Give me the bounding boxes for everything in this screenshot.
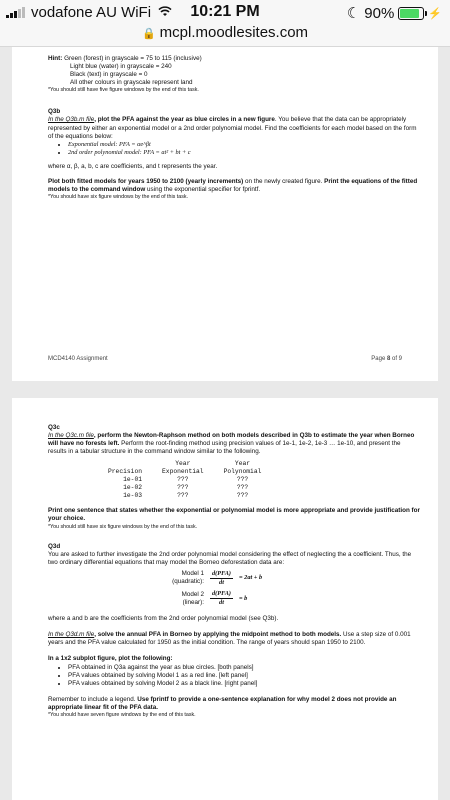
- list-item: • PFA values obtained by solving Model 2 as a black line. [right panel]: [68, 680, 420, 688]
- table-header-cell: Year: [234, 460, 251, 468]
- hint-line: All other colours in grayscale represent land: [70, 79, 193, 87]
- model-1-fraction: [210, 570, 233, 587]
- table-header-cell: Precision: [108, 468, 143, 476]
- q3d-intro: You are asked to further investigate the 2nd order polynomial model considering the effect of neglecting the a coefficient. Thus, the two ordinary differential equations that may model the Borneo deforestation data are:: [48, 550, 412, 566]
- q3d-paragraph: [48, 631, 420, 647]
- table-cell: ???: [177, 491, 189, 499]
- subplot-list: [48, 664, 420, 688]
- q3b-heading: Q3b: [48, 108, 61, 116]
- lock-icon: 🔒: [141, 28, 156, 40]
- q3b-file-link[interactable]: In the Q3b.m file: [48, 116, 95, 124]
- q3b-paragraph: [48, 116, 420, 140]
- q3b-text-3: using the exponential specifier for fprintf.: [145, 186, 261, 194]
- hint-label: Hint:: [48, 55, 63, 62]
- q3d-where: where a and b are the coefficients from the 2nd order polynomial model (see Q3b).: [48, 615, 279, 623]
- list-item: [68, 141, 420, 149]
- table-row: [98, 492, 271, 500]
- table-cell: ???: [177, 483, 189, 491]
- final-note: *You should have seven figure windows by the end of this task.: [48, 712, 196, 719]
- table-cell: 1e-02: [123, 483, 143, 491]
- q3b-text: . You believe that the data can be appropriately represented by either an exponential model or a 2nd order polynomial model. Find the coefficients for each model based on the form of the equations below:: [48, 116, 417, 140]
- model-2-numerator: d(PFA): [210, 590, 233, 599]
- q3d-text: Use a step size of 0.001 years and the PFA value calculated for 1950 as the initial condition. The range of years should span 1950 to 2100.: [48, 631, 411, 647]
- clock: 10:21 PM: [190, 3, 260, 20]
- model-1-sublabel: (quadratic):: [172, 578, 204, 586]
- battery-icon: [398, 7, 424, 20]
- table-row: [98, 476, 271, 484]
- list-item: • PFA obtained in Q3a against the year as blue circles. [both panels]: [68, 664, 420, 672]
- model-1-label-group: [158, 570, 204, 586]
- footer-right: [371, 356, 402, 362]
- q3c-heading: Q3c: [48, 424, 60, 431]
- footer-page-suffix: of 9: [390, 356, 402, 362]
- q3d-instruction: , solve the annual PFA in Borneo by applying the midpoint method to both models.: [94, 631, 342, 639]
- address-bar[interactable]: [0, 24, 450, 41]
- remember-text: Remember to include a legend.: [48, 695, 138, 703]
- table-cell: ???: [236, 491, 249, 499]
- q3c-print-instruction: Print one sentence that states whether the exponential or polynomial model is more appropriate and provide justification for your choice.: [48, 507, 420, 523]
- model-2-rhs: = b: [239, 594, 248, 602]
- q3b-plot-instruction: Plot both fitted models for years 1950 to 2100 (yearly increments): [48, 178, 244, 186]
- remember-paragraph: [48, 696, 420, 712]
- model-1-equation: [158, 570, 420, 587]
- list-item: • PFA values obtained by solving Model 1 as a red line. [left panel]: [68, 672, 420, 680]
- status-bar: [0, 0, 450, 47]
- q3c-text: Perform the root-finding method using precision values of 1e-1, 1e-2, 1e-3 … 1e-10, and present the results in a tabular structure in the command window similar to the following.: [48, 440, 401, 456]
- footer-page-number: 8: [386, 356, 391, 362]
- table-header-cell: [98, 460, 152, 468]
- table-cell: ???: [177, 475, 189, 483]
- q3b-instruction: , plot the PFA against the year as blue circles in a new figure: [94, 116, 275, 124]
- page1-content: [48, 55, 420, 201]
- exponential-model-equation: Exponential model: PFA = αe^βt: [68, 140, 151, 148]
- model-2-sublabel: (linear):: [182, 598, 204, 606]
- model-2-denominator: dt: [219, 599, 224, 607]
- footer-page-prefix: Page: [371, 356, 387, 362]
- model-1-rhs: = 2at + b: [239, 574, 263, 582]
- page2-content: [48, 424, 420, 719]
- q3b-paragraph-2: [48, 178, 420, 194]
- model-1-numerator: d(PFA): [210, 570, 233, 579]
- model-1-denominator: dt: [219, 578, 224, 586]
- remember-instruction: Use fprintf to provide a one-sentence explanation for why model 2 does not provide an appropriate linear fit of the PFA data.: [48, 695, 397, 711]
- carrier-name: vodafone AU WiFi: [31, 4, 152, 21]
- hint-block: [48, 55, 420, 63]
- subplot-heading: In a 1x2 subplot figure, plot the following:: [48, 655, 173, 663]
- page-footer: [48, 356, 402, 362]
- hint-note: *You should still have five figure windows by the end of this task.: [48, 87, 199, 94]
- model-2-label: Model 2: [181, 590, 204, 598]
- table-header-cell: Polynomial: [223, 468, 262, 476]
- hint-line: Light blue (water) in grayscale = 240: [70, 63, 172, 71]
- table-cell: ???: [236, 483, 249, 491]
- model-2-fraction: [210, 590, 233, 607]
- table-cell: ???: [236, 475, 249, 483]
- battery-group: [347, 4, 442, 22]
- document-page-8: [12, 47, 438, 381]
- q3b-print-instruction: Print the equations of the fitted models to the command window: [48, 178, 418, 194]
- table-cell: 1e-01: [123, 475, 143, 483]
- table-row: [98, 484, 271, 492]
- table-cell: 1e-03: [123, 491, 143, 499]
- polynomial-model-equation: 2nd order polynomial model: PFA = at² + bt + c: [68, 148, 191, 156]
- q3c-note: *You should still have six figure windows by the end of this task.: [48, 523, 198, 530]
- q3b-where: where α, β, a, b, c are coefficients, and t represents the year.: [48, 162, 218, 170]
- model-2-equation: [158, 590, 420, 607]
- table-header-cell: Exponential: [162, 468, 204, 476]
- model-2-label-group: [158, 591, 204, 607]
- q3b-text-2: on the newly created figure.: [243, 178, 325, 186]
- q3c-instruction: , perform the Newton-Raphson method on both models described in Q3b to estimate the year when Borneo will have no forests left.: [48, 432, 415, 448]
- charging-icon: ⚡: [428, 7, 442, 20]
- table-header-row: [98, 460, 271, 468]
- moon-icon: ☾: [346, 5, 361, 22]
- footer-left: MCD4140 Assignment: [48, 356, 108, 362]
- q3b-note: *You should have six figure windows by the end of this task.: [48, 194, 188, 201]
- table-header-row: [98, 468, 271, 476]
- battery-percent: 90%: [364, 4, 395, 22]
- hint-line: Black (text) in grayscale = 0: [70, 71, 148, 79]
- model-1-label: Model 1: [181, 570, 204, 578]
- hint-line: Green (forest) in grayscale = 75 to 115 (inclusive): [64, 55, 202, 62]
- q3c-paragraph: [48, 432, 420, 456]
- results-table: [98, 460, 271, 499]
- q3b-model-list: [48, 141, 420, 157]
- table-header-cell: Year: [175, 460, 191, 468]
- q3d-heading: Q3d: [48, 542, 61, 550]
- url-text: mcpl.moodlesites.com: [159, 24, 309, 41]
- list-item: [68, 149, 420, 157]
- q3d-file-link[interactable]: In the Q3d.m file: [48, 631, 95, 639]
- q3c-file-link[interactable]: In the Q3c.m file: [48, 432, 94, 440]
- document-page-9: [12, 398, 438, 800]
